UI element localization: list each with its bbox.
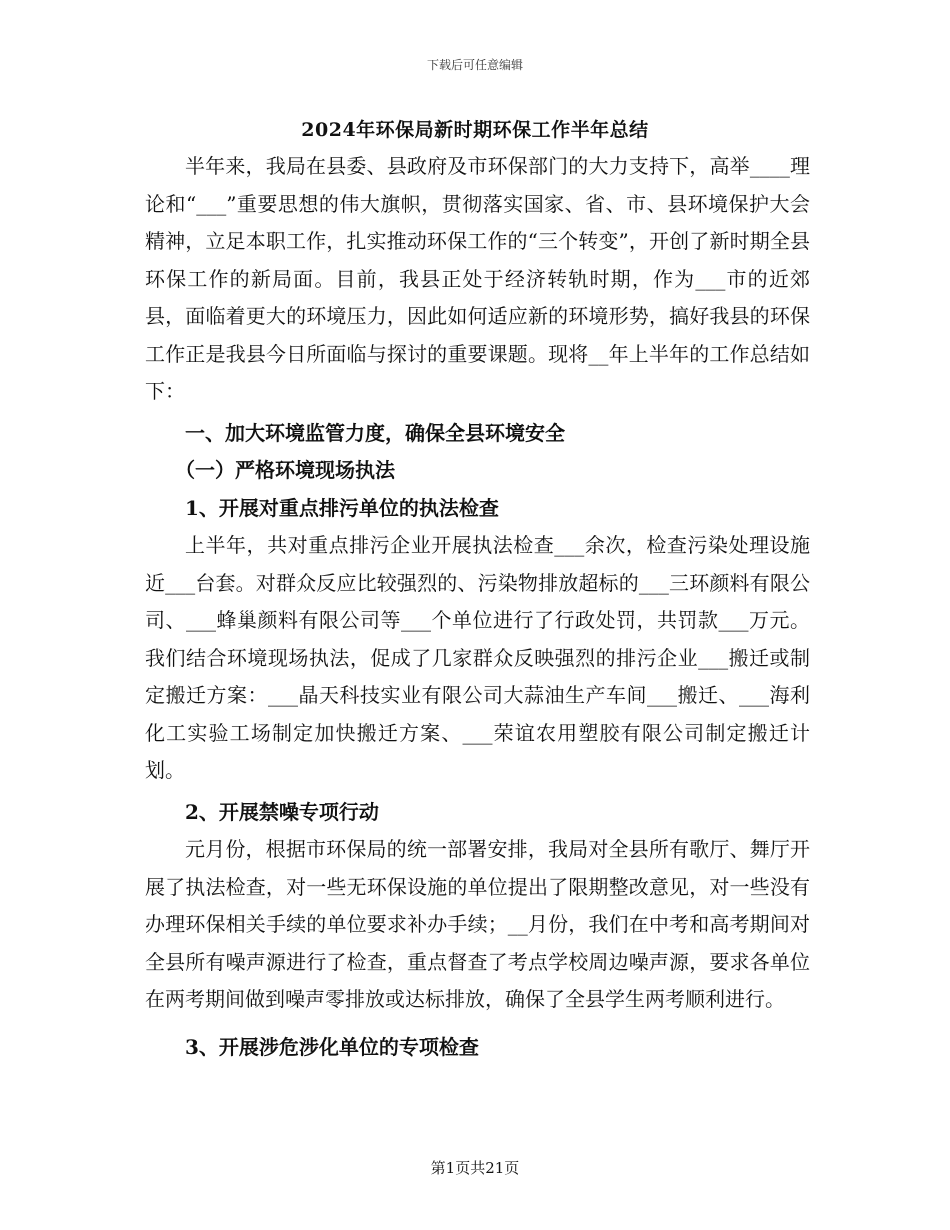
item-heading-1: 1、开展对重点排污单位的执法检查 bbox=[185, 495, 499, 520]
item-paragraph-1: 上半年，共对重点排污企业开展执法检查___余次，检查污染处理设施近___台套。对群众反应比较强烈的、污染物排放超标的___三环颜料有限公司、___蜂巢颜料有限公司等___个单位进行了行政处罚，共罚款___万元。我们结合环境现场执法，促成了几家群众反映强烈的排污企业___搬迁或制定搬迁方案：___晶天科技实业有限公司大蒜油生产车间___搬迁、___海利化工实验工场制定加快搬迁方案、___荣谊农用塑胶有限公司制定搬迁计划。 bbox=[145, 533, 810, 782]
page-number: 第1页共21页 bbox=[430, 1159, 520, 1177]
intro-paragraph: 半年来，我局在县委、县政府及市环保部门的大力支持下，高举____理论和“___”重要思想的伟大旗帜，贯彻落实国家、省、市、县环境保护大会精神，立足本职工作，扎实推动环保工作的“三个转变”，开创了新时期全县环保工作的新局面。目前，我县正处于经济转轨时期，作为___市的近郊县，面临着更大的环境压力，因此如何适应新的环境形势，搞好我县的环保工作正是我县今日所面临与探讨的重要课题。现将__年上半年的工作总结如下： bbox=[145, 154, 810, 403]
item-heading-2: 2、开展禁噪专项行动 bbox=[185, 799, 379, 824]
section-heading-1: 一、加大环境监管力度，确保全县环境安全 bbox=[185, 420, 565, 445]
item-heading-3: 3、开展涉危涉化单位的专项检查 bbox=[185, 1034, 479, 1059]
item-paragraph-2: 元月份，根据市环保局的统一部署安排，我局对全县所有歌厅、舞厅开展了执法检查，对一些无环保设施的单位提出了限期整改意见，对一些没有办理环保相关手续的单位要求补办手续；__月份，我们在中考和高考期间对全县所有噪声源进行了检查，重点督查了考点学校周边噪声源，要求各单位在两考期间做到噪声零排放或达标排放，确保了全县学生两考顺利进行。 bbox=[145, 837, 810, 1011]
subsection-heading-1: （一）严格环境现场执法 bbox=[175, 458, 395, 482]
header-note: 下载后可任意编辑 bbox=[426, 58, 523, 72]
document-body bbox=[145, 148, 810, 1066]
document-title: 2024年环保局新时期环保工作半年总结 bbox=[301, 119, 649, 141]
